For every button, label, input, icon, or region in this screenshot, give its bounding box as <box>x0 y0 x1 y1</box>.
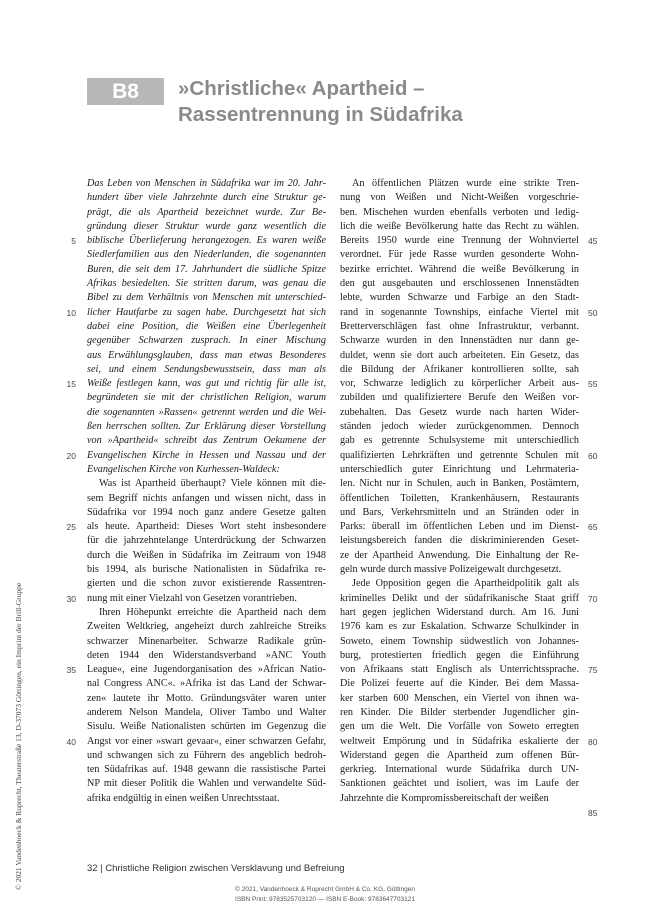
text-line: geln wurde durch massive Polizeigewalt durchgesetzt. <box>340 564 562 576</box>
text-line: und Bars, Verkehrsmitteln und an Stränden oder in <box>340 506 579 518</box>
text-line: gegenüber Schwarzen zusprach. In einer Mischung <box>87 335 326 347</box>
text-line: als heute. Apartheid: Dieses Wort steht insbesondere <box>87 521 326 533</box>
text-line: die Bildung der Afrikaner kontrollieren sollte, sah <box>340 363 579 375</box>
text-line: Südafrika vor 1994 noch ganz andere Gesetze galten <box>87 506 326 518</box>
page-footer: 32 | Christliche Religion zwischen Versklavung und Befreiung <box>87 863 345 874</box>
text-line: lebte, wurden Schwarze und Farbige an den Stadt- <box>340 292 579 304</box>
text-line: Die Polizei feuerte auf die Kinder. Bei dem Massa- <box>340 678 579 690</box>
text-line: Afrikas besiedelten. Sie stritten darum, was genau die <box>87 278 326 290</box>
text-line: licher Hautfarbe zu sagen habe. Durchgesetzt hat sich <box>87 306 326 318</box>
text-line: 1976 kam es zur Eskalation. Schwarze Schulkinder in <box>340 621 579 633</box>
text-line: deten 1944 den Widerstandsverband »ANC Youth <box>87 649 326 661</box>
text-line: zubehalten. Das Gesetz wurde nach harten Wider- <box>340 406 579 418</box>
text-line: für die jahrzehntelange Unterdrückung der Schwarzen <box>87 535 326 547</box>
text-line: An öffentlichen Plätzen wurde eine strikte Tren- <box>352 178 579 189</box>
text-line: Schwarze wurden in den Innenstädten nur dann ge- <box>340 335 579 347</box>
text-line: gen um die Welt. Die Vorfälle von Soweto erregten <box>340 721 579 733</box>
text-line: burg, protestierten friedlich gegen die Einführung <box>340 649 579 661</box>
text-line: ständen jedoch wieder zurückgenommen. Dennoch <box>340 421 579 433</box>
text-line: lich die weiße Bevölkerung hatte das Recht zu wählen. <box>340 220 579 232</box>
text-line: Sanktionen geächtet und isoliert, was im Laufe der <box>340 778 579 790</box>
text-line: Buren, die seit dem 17. Jahrhundert die südliche Spitze <box>87 263 326 275</box>
text-line: Bretterverschlägen fast ohne Infrastruktur, verbannt. <box>340 320 579 332</box>
text-line: Was ist Apartheid überhaupt? Viele können mit die- <box>99 478 326 490</box>
text-line: qualifizierten Lehrkräften und getrennte Schulen mit <box>340 449 579 461</box>
text-line: nung von Weißen und Nicht-Weißen vorgeschrie- <box>340 192 579 204</box>
text-line: nal Congress ANC«. »Afrika ist das Land der Schwar- <box>87 678 326 690</box>
text-line: ze der Apartheid Anwendung. Die Einhaltung der Re- <box>340 549 579 561</box>
text-line: bezirke errichtet. Während die weiße Bevölkerung in <box>340 263 579 275</box>
text-line: ßen herrschen sollten. Zur Erklärung dieser Vorstellung <box>87 421 326 433</box>
title-line-1: »Christliche« Apartheid – <box>178 77 425 100</box>
title-line-2: Rassentrennung in Südafrika <box>178 103 463 126</box>
text-line: gierten und die schon zuvor existierende Rassentren- <box>87 578 326 590</box>
page-title <box>178 76 618 128</box>
text-line: verordnet. Für jede Rasse wurden gesonderte Wohn- <box>340 249 579 261</box>
text-line: Das Leben von Menschen in Südafrika war im 20. Jahr- <box>87 178 326 189</box>
text-line: von »Apartheid« schreibt das Zentrum Oekumene der <box>87 435 326 447</box>
text-line: weltweit Empörung und in Südafrika eskalierte der <box>340 735 579 747</box>
text-line: ker starben 600 Menschen, ein Viertel von ihnen wa- <box>340 692 579 704</box>
text-line: durch die Weißen in Südafrika im Zeitraum von 1948 <box>87 549 326 561</box>
line-number: 15 <box>66 379 76 390</box>
section-badge: B8 <box>87 78 164 105</box>
line-number: 50 <box>588 307 598 318</box>
text-line: leistungsbereich fanden die diskriminierenden Geset- <box>340 535 579 547</box>
text-line: sem Begriff nichts anfangen und wissen nicht, dass in <box>87 492 326 504</box>
text-line: ten Südafrikas auf. 1948 gewann die rassistische Partei <box>87 764 326 776</box>
line-number: 30 <box>66 593 76 604</box>
text-line: prägt, die als Apartheid bezeichnet wurde. Zur Be- <box>87 206 326 218</box>
line-number: 85 <box>588 808 598 819</box>
text-line: ren Kinder. Die Bilder sterbender Jugendlicher gin- <box>340 706 579 718</box>
line-number: 80 <box>588 736 598 747</box>
text-line: Evangelischen Kirche in Hessen und Nassau und der <box>87 449 326 461</box>
text-line: biblische Überlieferung herangezogen. Es waren weiße <box>87 235 326 247</box>
text-line: duldet, wenn sie dort auch arbeiteten. Ein Gesetz, das <box>340 349 579 361</box>
text-line: Sisulu. Weiße Nationalisten schürten im Gegenzug die <box>87 721 326 733</box>
text-line: Jahrzehnte die Kompromissbereitschaft der weißen <box>340 792 549 804</box>
copyright-line: © 2021, Vandenhoeck & Ruprecht GmbH & Co. KG, Göttingen <box>235 886 415 893</box>
text-line: gründung dieser Struktur wurde ganz wesentlich die <box>87 220 326 232</box>
text-line: begründeten sie mit der christlichen Religion, warum <box>87 392 326 404</box>
line-number: 35 <box>66 665 76 676</box>
text-line: Zweiten Weltkrieg, angeheizt durch zahlreiche Streiks <box>87 621 326 633</box>
isbn-line: ISBN Print: 9783525703120 — ISBN E-Book: 9783647703121 <box>235 896 415 903</box>
text-line: ben. Mischehen wurden ebenfalls verboten und ledig- <box>340 206 579 218</box>
text-line: hundert über viele Jahrzehnte durch eine Struktur ge- <box>87 192 326 204</box>
text-line: die sogenannten »Rassen« getrennt werden und die Wei- <box>87 406 326 418</box>
line-number: 70 <box>588 593 598 604</box>
text-line: Bibel zu dem Verhältnis von Menschen mit unterschied- <box>87 292 326 304</box>
text-line: Widerstand gegen die Apartheid zum offenen Bür- <box>340 749 579 761</box>
left-text-column <box>87 177 326 806</box>
text-line: Bereits 1950 wurde eine Trennung der Wohnviertel <box>340 235 579 247</box>
text-line: gab es getrennte Schulsysteme mit unterschiedlich <box>340 435 579 447</box>
text-line: vor, Schwarze lediglich zu körperlicher Arbeit aus- <box>340 378 579 390</box>
text-line: dabei eine Position, die Weißen eine Überlegenheit <box>87 320 326 332</box>
text-line: und schwangen sich zu Führern des angeblich bedroh- <box>87 749 326 761</box>
text-line: von Afrikaans statt Englisch als Unterrichtssprache. <box>340 664 579 676</box>
line-number: 20 <box>66 450 76 461</box>
text-line: Siedlerfamilien aus den Niederlanden, die sogenannten <box>87 249 326 261</box>
text-line: afrika endgültig in einen weißen Unrechtsstaat. <box>87 792 280 804</box>
text-line: Angst vor einer »swart gevaar«, einer schwarzen Gefahr, <box>87 735 326 747</box>
line-number: 60 <box>588 450 598 461</box>
text-line: anderem Nelson Mandela, Oliver Tambo und Walter <box>87 706 326 718</box>
line-number: 45 <box>588 236 598 247</box>
text-line: Parks: überall im öffentlichen Leben und im Dienst- <box>340 521 579 533</box>
line-number: 5 <box>71 236 76 247</box>
text-line: kriminelles Delikt und der südafrikanische Staat griff <box>340 592 579 604</box>
text-line: bis 1994, als burische Nationalisten in Südafrika re- <box>87 564 326 576</box>
text-line: Ihren Höhepunkt erreichte die Apartheid nach dem <box>99 606 326 618</box>
text-line: nung mit einer Vielzahl von Gesetzen vorantrieben. <box>87 592 297 604</box>
text-line: NP mit dieser Politik die Wahlen und verwandelte Süd- <box>87 778 326 790</box>
right-text-column <box>340 177 579 806</box>
text-line: gerkrieg. International wurde Südafrika durch UN- <box>340 764 579 776</box>
text-line: den gut ausgebauten und erschlossenen Innenstädten <box>340 278 579 290</box>
text-line: Jede Opposition gegen die Apartheidpolitik galt als <box>352 578 579 590</box>
text-line: Weiße festlegen kann, was gut und richtig für alle ist, <box>87 378 326 390</box>
text-line: sei, und einem Sendungsbewusstsein, dass man als <box>87 363 326 375</box>
text-line: zen« lautete ihr Motto. Gründungsväter waren unter <box>87 692 326 704</box>
text-line: öffentlichen Toiletten, Krankenhäusern, Restaurants <box>340 492 579 504</box>
line-number: 55 <box>588 379 598 390</box>
line-number: 40 <box>66 736 76 747</box>
text-line: aus Erwählungsglauben, dass man etwas Besonderes <box>87 349 326 361</box>
text-line: schwarzer Minenarbeiter. Schwarze Radikale grün- <box>87 635 326 647</box>
text-line: len. Nicht nur in Schulen, auch in Banken, Postämtern, <box>340 478 579 490</box>
side-copyright: © 2021 Vandenhoeck & Ruprecht, Theaterstraße 13, D-37073 Göttingen, ein Imprint der Brill-Gruppe <box>14 582 23 890</box>
text-line: hart gegen jeglichen Widerstand durch. Am 16. Juni <box>340 606 579 618</box>
text-line: Evangelischen Kirche von Kurhessen-Waldeck: <box>87 463 280 475</box>
text-line: rand in sogenannte Townships, einfache Viertel mit <box>340 306 579 318</box>
line-number: 10 <box>66 307 76 318</box>
line-number: 65 <box>588 522 598 533</box>
line-number: 75 <box>588 665 598 676</box>
text-line: unterschiedlich guter Einrichtung und Lehrmateria- <box>340 463 579 475</box>
text-line: League«, eine Jugendorganisation des »African Natio- <box>87 664 326 676</box>
line-number: 25 <box>66 522 76 533</box>
text-line: zubilden und qualifiziertere Berufe den Weißen vor- <box>340 392 579 404</box>
text-line: Soweto, einem Township südwestlich von Johannes- <box>340 635 579 647</box>
